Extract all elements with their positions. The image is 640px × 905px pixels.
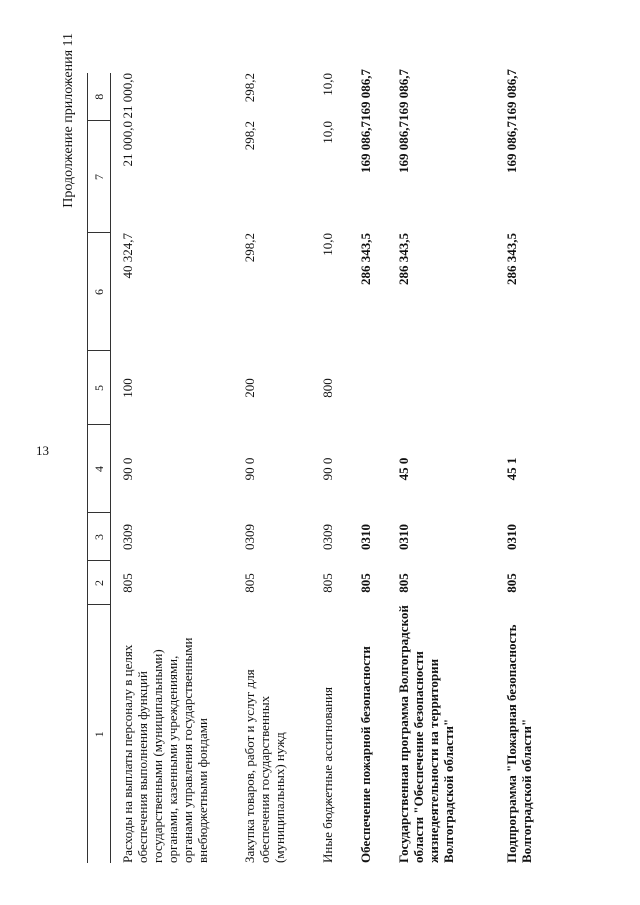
cell-section-code: 0309 xyxy=(120,524,135,550)
cell-section-code: 0309 xyxy=(319,524,335,550)
cell-amount-col8: 169 086,7 xyxy=(395,69,411,121)
cell-target-code: 45 1 xyxy=(503,457,519,481)
cell-expense-type: 200 xyxy=(241,378,257,398)
cell-target-code: 90 0 xyxy=(319,457,335,481)
column-header-6: 6 xyxy=(88,233,111,351)
cell-section-code: 0310 xyxy=(357,524,373,550)
cell-amount-col6: 10,0 xyxy=(319,233,335,256)
cell-ministry-code: 805 xyxy=(120,573,135,593)
cell-expense-type: 100 xyxy=(120,378,135,398)
cell-amount-col8: 169 086,7 xyxy=(357,69,373,121)
row-name: Закупка товаров, работ и услуг для обеспечения государственных (муниципальных) нужд xyxy=(241,669,287,863)
cell-target-code: 90 0 xyxy=(120,457,135,481)
cell-ministry-code: 805 xyxy=(357,573,373,593)
cell-amount-col6: 286 343,5 xyxy=(395,233,411,285)
cell-ministry-code: 805 xyxy=(395,573,411,593)
page-number: 13 xyxy=(36,443,49,458)
cell-amount-col6: 40 324,7 xyxy=(120,233,135,279)
table-header-row xyxy=(88,73,111,863)
cell-amount-col6: 286 343,5 xyxy=(357,233,373,285)
budget-table xyxy=(87,69,545,863)
row-name: Обеспечение пожарной безопасности xyxy=(357,646,373,863)
cell-amount-col6: 298,2 xyxy=(241,233,257,263)
cell-amount-col8: 169 086,7 xyxy=(503,69,519,121)
cell-expense-type xyxy=(495,351,545,425)
table-row xyxy=(387,73,495,863)
cell-amount-col7: 298,2 xyxy=(241,121,257,151)
cell-ministry-code: 805 xyxy=(241,573,257,593)
column-header-5: 5 xyxy=(88,351,111,425)
cell-amount-col7: 10,0 xyxy=(319,121,335,144)
column-header-3: 3 xyxy=(88,513,111,561)
cell-amount-col6: 286 343,5 xyxy=(503,233,519,285)
cell-ministry-code: 805 xyxy=(503,573,519,593)
cell-target-code: 45 0 xyxy=(395,457,411,481)
table-row xyxy=(495,73,545,863)
cell-expense-type: 800 xyxy=(319,378,335,398)
table-row xyxy=(111,73,233,863)
column-header-4: 4 xyxy=(88,425,111,513)
cell-amount-col8: 21 000,0 xyxy=(120,73,135,119)
cell-amount-col7: 169 086,7 xyxy=(503,121,519,173)
row-name: Иные бюджетные ассигнования xyxy=(319,686,335,863)
cell-amount-col7: 169 086,7 xyxy=(357,121,373,173)
table-row xyxy=(233,73,311,863)
cell-expense-type xyxy=(387,351,495,425)
cell-ministry-code: 805 xyxy=(319,573,335,593)
cell-target-code xyxy=(349,425,387,513)
column-header-7: 7 xyxy=(88,121,111,233)
cell-amount-col7: 21 000,0 xyxy=(120,121,135,167)
table-row xyxy=(311,73,349,863)
cell-amount-col8: 10,0 xyxy=(319,73,335,96)
row-name: Расходы на выплаты персоналу в целях обеспечения выполнения функций государственными (муниципальными) органами, казенными учреждениями, органами управления государственными внебюджетными фондами xyxy=(120,637,210,863)
continuation-label: Продолжение приложения 11 xyxy=(61,33,76,208)
cell-section-code: 0310 xyxy=(503,524,519,550)
cell-amount-col7: 169 086,7 xyxy=(395,121,411,173)
column-header-2: 2 xyxy=(88,561,111,605)
table-row xyxy=(349,73,387,863)
row-name: Подпрограмма "Пожарная безопасность Волгоградской области" xyxy=(503,624,534,863)
column-header-8: 8 xyxy=(88,73,111,121)
cell-expense-type xyxy=(349,351,387,425)
cell-target-code: 90 0 xyxy=(241,457,257,481)
cell-section-code: 0310 xyxy=(395,524,411,550)
row-name: Государственная программа Волгоградской области "Обеспечение безопасности жизнедеятельности на территории Волгоградской области" xyxy=(395,605,456,863)
cell-section-code: 0309 xyxy=(241,524,257,550)
column-header-1: 1 xyxy=(88,605,111,863)
cell-amount-col8: 298,2 xyxy=(241,73,257,103)
